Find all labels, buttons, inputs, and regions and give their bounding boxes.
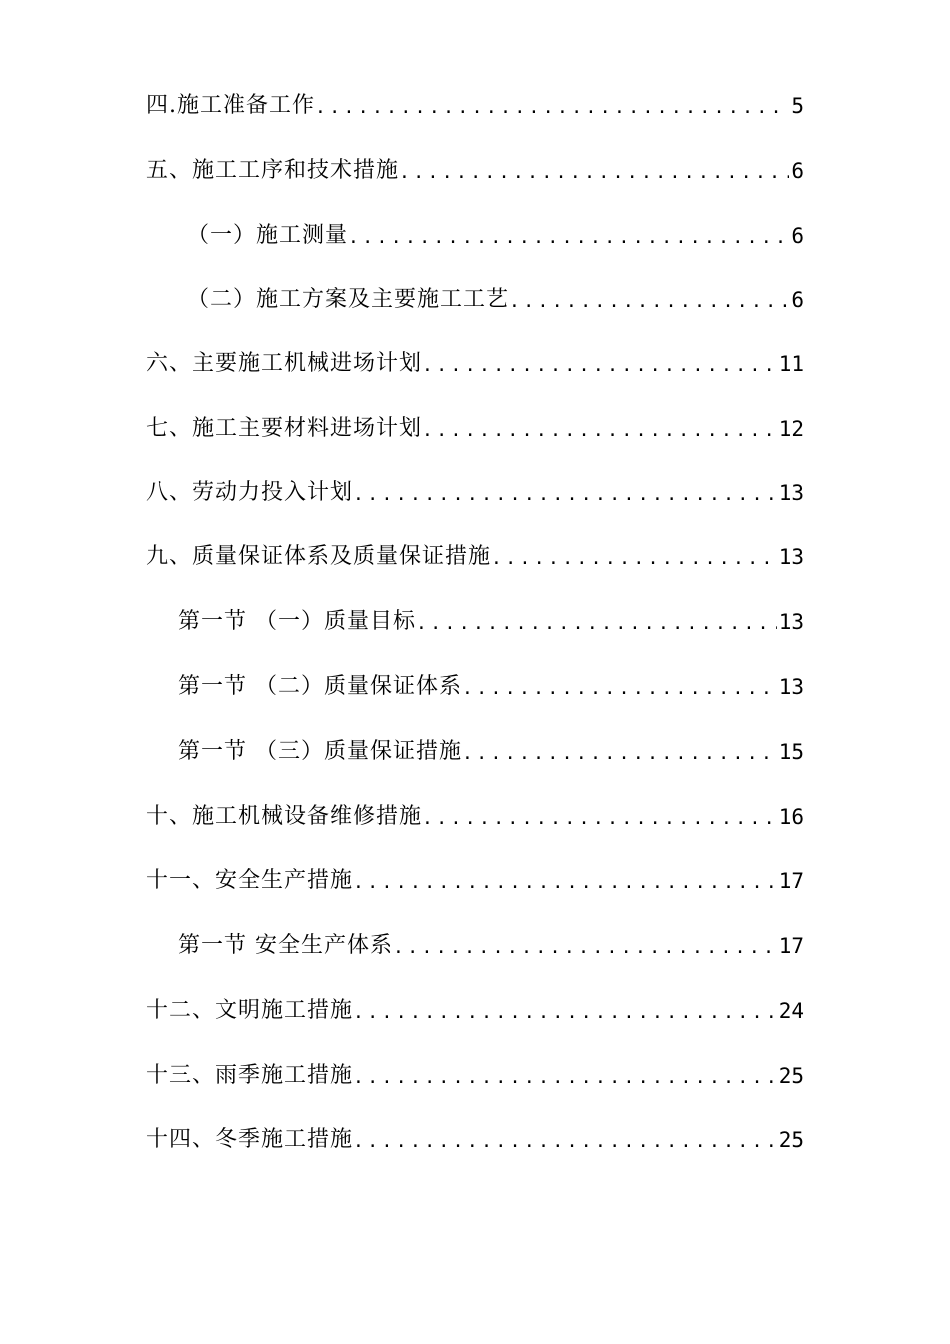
toc-entry-page: 15	[778, 740, 804, 764]
toc-entry-title: 四.施工准备工作	[146, 93, 315, 118]
toc-entry-title: 第一节 （一）质量目标	[178, 609, 416, 634]
toc-entry-title: 第一节 安全生产体系	[178, 933, 393, 958]
toc-entry-page: 25	[778, 1064, 804, 1088]
toc-entry-page: 6	[791, 159, 804, 183]
toc-entry-page: 13	[778, 545, 804, 569]
toc-entry[interactable]	[187, 221, 804, 251]
toc-entry-page: 6	[791, 224, 804, 248]
toc-entry[interactable]	[146, 156, 804, 186]
toc-entry-title: 八、劳动力投入计划	[146, 480, 354, 505]
toc-entry-page: 5	[791, 94, 804, 118]
toc-entry[interactable]	[178, 672, 804, 702]
toc-dot-leader	[353, 482, 777, 508]
toc-dot-leader	[353, 1065, 777, 1091]
toc-entry[interactable]	[187, 285, 804, 315]
toc-dot-leader	[509, 289, 789, 315]
toc-entry[interactable]	[146, 542, 804, 572]
toc-entry-page: 13	[778, 610, 804, 634]
toc-dot-leader	[462, 676, 777, 702]
toc-entry[interactable]	[146, 866, 804, 896]
toc-entry[interactable]	[146, 996, 804, 1026]
toc-entry-page: 12	[778, 417, 804, 441]
toc-entry-title: 十二、文明施工措施	[146, 998, 354, 1023]
toc-entry-page: 17	[778, 869, 804, 893]
toc-entry[interactable]	[178, 737, 804, 767]
toc-entry[interactable]	[146, 478, 804, 508]
toc-entry[interactable]	[146, 1125, 804, 1155]
toc-dot-leader	[422, 806, 777, 832]
toc-dot-leader	[462, 741, 777, 767]
toc-entry-page: 24	[778, 999, 804, 1023]
toc-entry[interactable]	[146, 802, 804, 832]
toc-entry-title: 十、施工机械设备维修措施	[146, 804, 423, 829]
toc-entry[interactable]	[146, 349, 804, 379]
toc-dot-leader	[491, 546, 777, 572]
toc-entry-page: 17	[778, 934, 804, 958]
toc-entry[interactable]	[178, 607, 804, 637]
toc-dot-leader	[348, 225, 789, 251]
toc-entry-title: 七、施工主要材料进场计划	[146, 416, 423, 441]
toc-entry-title: （一）施工测量	[187, 223, 349, 248]
toc-dot-leader	[393, 935, 777, 961]
toc-dot-leader	[422, 418, 777, 444]
toc-entry[interactable]	[178, 931, 804, 961]
toc-entry-page: 25	[778, 1128, 804, 1152]
toc-entry-page: 16	[778, 805, 804, 829]
toc-dot-leader	[353, 1000, 777, 1026]
toc-entry-page: 11	[778, 352, 804, 376]
toc-dot-leader	[353, 870, 777, 896]
toc-entry-title: 九、质量保证体系及质量保证措施	[146, 544, 492, 569]
toc-entry[interactable]	[146, 414, 804, 444]
toc-dot-leader	[399, 160, 789, 186]
toc-entry-title: 五、施工工序和技术措施	[146, 158, 400, 183]
toc-dot-leader	[422, 353, 777, 379]
toc-entry-page: 6	[791, 288, 804, 312]
toc-entry-title: 十一、安全生产措施	[146, 868, 354, 893]
toc-dot-leader	[416, 611, 777, 637]
toc-entry-title: 十三、雨季施工措施	[146, 1063, 354, 1088]
toc-dot-leader	[353, 1129, 777, 1155]
toc-entry-title: 第一节 （二）质量保证体系	[178, 674, 462, 699]
toc-entry-page: 13	[778, 481, 804, 505]
toc-entry-title: 六、主要施工机械进场计划	[146, 351, 423, 376]
toc-entry[interactable]	[146, 1061, 804, 1091]
toc-entry[interactable]	[146, 91, 804, 121]
toc-entry-title: 第一节 （三）质量保证措施	[178, 739, 462, 764]
toc-entry-title: 十四、冬季施工措施	[146, 1127, 354, 1152]
toc-entry-title: （二）施工方案及主要施工工艺	[187, 287, 510, 312]
toc-entry-page: 13	[778, 675, 804, 699]
toc-dot-leader	[315, 95, 789, 121]
